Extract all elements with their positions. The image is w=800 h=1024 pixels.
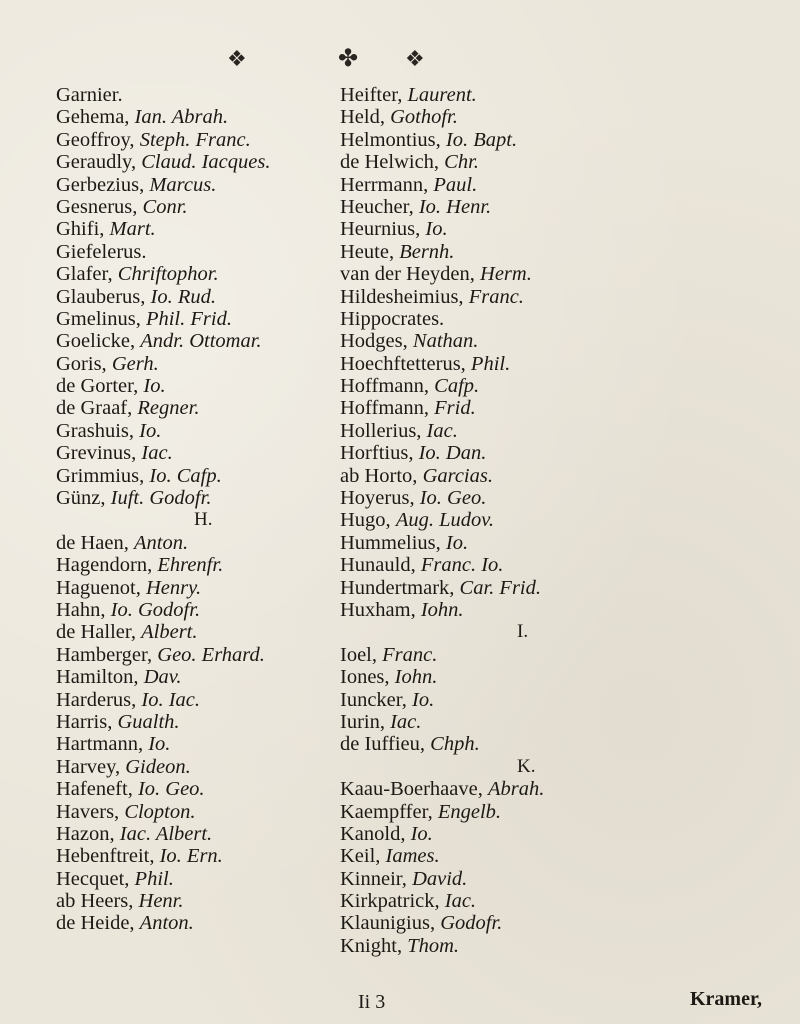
entry-given-name: Iac. [141,442,173,465]
entry-given-name: Io. Ern. [159,845,223,868]
entry-surname: Hippocrates. [340,307,445,330]
entry-given-name: Phil. [134,867,174,890]
entry-surname: de Graaf, [56,397,133,420]
entry-surname: Gehema, [56,106,130,129]
entry-given-name: Iac. [444,890,477,913]
entry-surname: de Heide, [56,912,135,935]
entry-given-name: Ian. Abrah. [134,106,229,129]
catchword: Kramer, [690,988,763,1010]
entry-surname: Gerbezius, [56,173,145,196]
index-entry [340,711,700,733]
index-entry [340,644,700,666]
entry-given-name: Marcus. [149,173,217,196]
index-entry [340,666,700,688]
entry-surname: Hamberger, [56,643,153,666]
entry-surname: Hazon, [56,822,115,845]
entry-surname: Herrmann, [340,173,429,196]
entry-given-name: Franc. [382,643,438,666]
entry-surname: Heucher, [340,195,414,218]
index-entry [340,532,700,554]
section-letter: H. [194,509,213,531]
entry-surname: Hahn, [56,598,106,621]
entry-surname: Hundertmark, [340,576,455,599]
entry-surname: Hoffmann, [340,397,430,420]
index-entry [340,599,700,621]
index-entry [340,263,700,285]
index-entry [340,151,700,173]
entry-surname: Hugo, [340,509,391,532]
entry-surname: Hildesheimius, [340,285,464,308]
entry-given-name: Anton. [139,912,194,935]
index-entry [340,890,700,912]
entry-surname: Knight, [340,934,403,957]
index-entry [340,801,700,823]
entry-given-name: Geo. Erhard. [157,643,265,666]
ornament-center-icon: ✤ [338,46,359,72]
entry-given-name: David. [412,867,468,890]
entry-surname: Grimmius, [56,464,145,487]
entry-given-name: Franc. [468,285,524,308]
entry-surname: Günz, [56,487,106,510]
entry-surname: Hamilton, [56,666,139,689]
entry-surname: Heifter, [340,84,403,106]
entry-given-name: Io. [139,419,162,442]
entry-surname: Harderus, [56,688,137,711]
entry-given-name: Cafp. [434,375,480,398]
index-entry [340,442,700,464]
entry-given-name: Godofr. [440,912,503,935]
index-entry [340,241,700,263]
entry-given-name: Io. Bapt. [445,128,518,151]
ornament-left-icon: ❖ [227,46,247,71]
entry-surname: Grashuis, [56,419,135,442]
entry-given-name: Thom. [407,934,460,957]
entry-surname: Hagendorn, [56,554,153,577]
entry-surname: de Iuffieu, [340,733,426,756]
index-entry [340,397,700,419]
index-entry [340,778,700,800]
entry-surname: Glafer, [56,263,113,286]
entry-given-name: Iohn. [420,598,464,621]
index-entry [340,689,700,711]
entry-given-name: Iuft. Godofr. [110,487,212,510]
entry-given-name: Bernh. [399,240,455,263]
entry-given-name: Io. Godofr. [110,598,201,621]
entry-surname: Huxham, [340,598,416,621]
index-entry [340,823,700,845]
entry-given-name: Paul. [433,173,478,196]
index-entry [340,129,700,151]
index-entry [340,308,700,330]
entry-given-name: Io. Geo. [137,778,205,801]
entry-given-name: Conr. [142,195,188,218]
entry-surname: de Helwich, [340,151,440,174]
entry-given-name: Io. Iac. [141,688,201,711]
entry-given-name: Chriftophor. [117,263,219,286]
signature-mark: Ii 3 [358,991,386,1013]
entry-given-name: Laurent. [407,84,477,106]
entry-surname: Hunauld, [340,554,416,577]
entry-surname: Hafeneft, [56,778,133,801]
entry-given-name: Gerh. [111,352,159,375]
entry-surname: Kaau-Boerhaave, [340,778,483,801]
index-entry [340,84,700,106]
entry-surname: Helmontius, [340,128,441,151]
entry-given-name: Io. Dan. [418,442,487,465]
entry-surname: Horftius, [340,442,414,465]
index-entry [340,487,700,509]
entry-surname: Kirkpatrick, [340,890,440,913]
entry-given-name: Gideon. [125,755,191,778]
entry-surname: de Gorter, [56,375,139,398]
entry-surname: Kanold, [340,822,406,845]
entry-surname: Kaempffer, [340,800,433,823]
entry-given-name: Phil. [470,352,511,375]
index-entry [340,465,700,487]
entry-given-name: Iac. Albert. [119,822,213,845]
index-entry [340,509,700,531]
index-entry [340,577,700,599]
entry-surname: Ioel, [340,643,377,666]
index-entry [340,868,700,890]
entry-given-name: Iohn. [394,666,438,689]
entry-given-name: Io. Geo. [419,487,487,510]
index-entry [340,845,700,867]
entry-surname: Hoyerus, [340,487,415,510]
entry-given-name: Anton. [133,531,189,554]
index-entry [340,935,700,957]
entry-surname: Keil, [340,845,381,868]
entry-given-name: Aug. Ludov. [395,509,494,532]
entry-given-name: Gothofr. [390,106,458,129]
entry-given-name: Io. [425,218,448,241]
entry-surname: Hummelius, [340,531,441,554]
index-entry [340,375,700,397]
entry-given-name: Iames. [385,845,440,868]
entry-given-name: Io. [412,688,435,711]
index-entry [340,554,700,576]
entry-given-name: Dav. [143,666,182,689]
entry-given-name: Franc. Io. [420,554,504,577]
index-entry [340,353,700,375]
entry-surname: Giefelerus. [56,240,147,263]
entry-given-name: Io. Henr. [418,195,492,218]
index-entry [340,174,700,196]
entry-given-name: Io. Rud. [150,285,216,308]
entry-given-name: Ehrenfr. [157,554,224,577]
entry-surname: ab Heers, [56,890,134,913]
entry-given-name: Io. [410,822,433,845]
entry-given-name: Io. [148,733,171,756]
entry-surname: Glauberus, [56,285,146,308]
entry-given-name: Herm. [480,263,532,286]
entry-given-name: Car. Frid. [459,576,541,599]
entry-given-name: Io. Cafp. [149,464,222,487]
entry-given-name: Regner. [137,397,200,420]
entry-given-name: Chr. [444,151,479,174]
entry-surname: Goelicke, [56,330,136,353]
index-entry [340,218,700,240]
entry-surname: Heute, [340,240,395,263]
index-entry [340,106,700,128]
entry-surname: Havers, [56,800,120,823]
entry-surname: Haguenot, [56,576,141,599]
entry-given-name: Garcias. [422,464,493,487]
entry-surname: Geoffroy, [56,128,135,151]
entry-surname: Iuncker, [340,688,407,711]
entry-surname: Hebenftreit, [56,845,155,868]
entry-surname: Hodges, [340,330,408,353]
entry-surname: Garnier. [56,84,123,106]
entry-surname: Ghifi, [56,218,105,241]
entry-surname: ab Horto, [340,464,418,487]
entry-given-name: Nathan. [412,330,479,353]
entry-surname: Geraudly, [56,151,137,174]
entry-surname: Hoffmann, [340,375,430,398]
entry-given-name: Abrah. [487,778,545,801]
entry-surname: Hartmann, [56,733,144,756]
entry-surname: de Haller, [56,621,136,644]
entry-given-name: Gualth. [117,710,180,733]
entry-given-name: Phil. Frid. [145,307,232,330]
entry-given-name: Frid. [434,397,476,420]
entry-surname: Grevinus, [56,442,137,465]
entry-given-name: Henr. [138,890,184,913]
entry-surname: van der Heyden, [340,263,475,286]
entry-surname: Goris, [56,352,107,375]
entry-surname: Klaunigius, [340,912,436,935]
entry-given-name: Claud. Iacques. [141,151,271,174]
index-entry [340,286,700,308]
entry-surname: Iurin, [340,710,385,733]
entry-given-name: Henry. [145,576,202,599]
entry-given-name: Engelb. [437,800,502,823]
entry-surname: Hoechftetterus, [340,352,466,375]
entry-surname: Harvey, [56,755,121,778]
index-entry [340,196,700,218]
entry-surname: Gesnerus, [56,195,138,218]
entry-given-name: Chph. [430,733,480,756]
entry-given-name: Io. [445,531,469,554]
index-entry [340,420,700,442]
entry-surname: Hollerius, [340,419,422,442]
entry-surname: de Haen, [56,531,129,554]
entry-given-name: Albert. [141,621,198,644]
entry-surname: Heurnius, [340,218,421,241]
section-letter: K. [517,755,536,777]
entry-given-name: Iac. [426,419,458,442]
entry-surname: Kinneir, [340,867,407,890]
entry-surname: Hecquet, [56,867,130,890]
ornament-right-icon: ❖ [405,46,425,71]
entry-surname: Held, [340,106,385,129]
entry-given-name: Steph. Franc. [139,128,251,151]
index-entry [340,733,700,755]
entry-surname: Gmelinus, [56,307,141,330]
index-entry [340,330,700,352]
entry-given-name: Clopton. [124,800,196,823]
right-column [340,84,700,957]
entry-given-name: Iac. [390,710,422,733]
section-letter: I. [517,621,529,643]
entry-given-name: Io. [143,375,166,398]
entry-given-name: Andr. Ottomar. [140,330,262,353]
entry-surname: Iones, [340,666,390,689]
entry-given-name: Mart. [109,218,156,241]
entry-surname: Harris, [56,710,113,733]
index-entry [340,912,700,934]
